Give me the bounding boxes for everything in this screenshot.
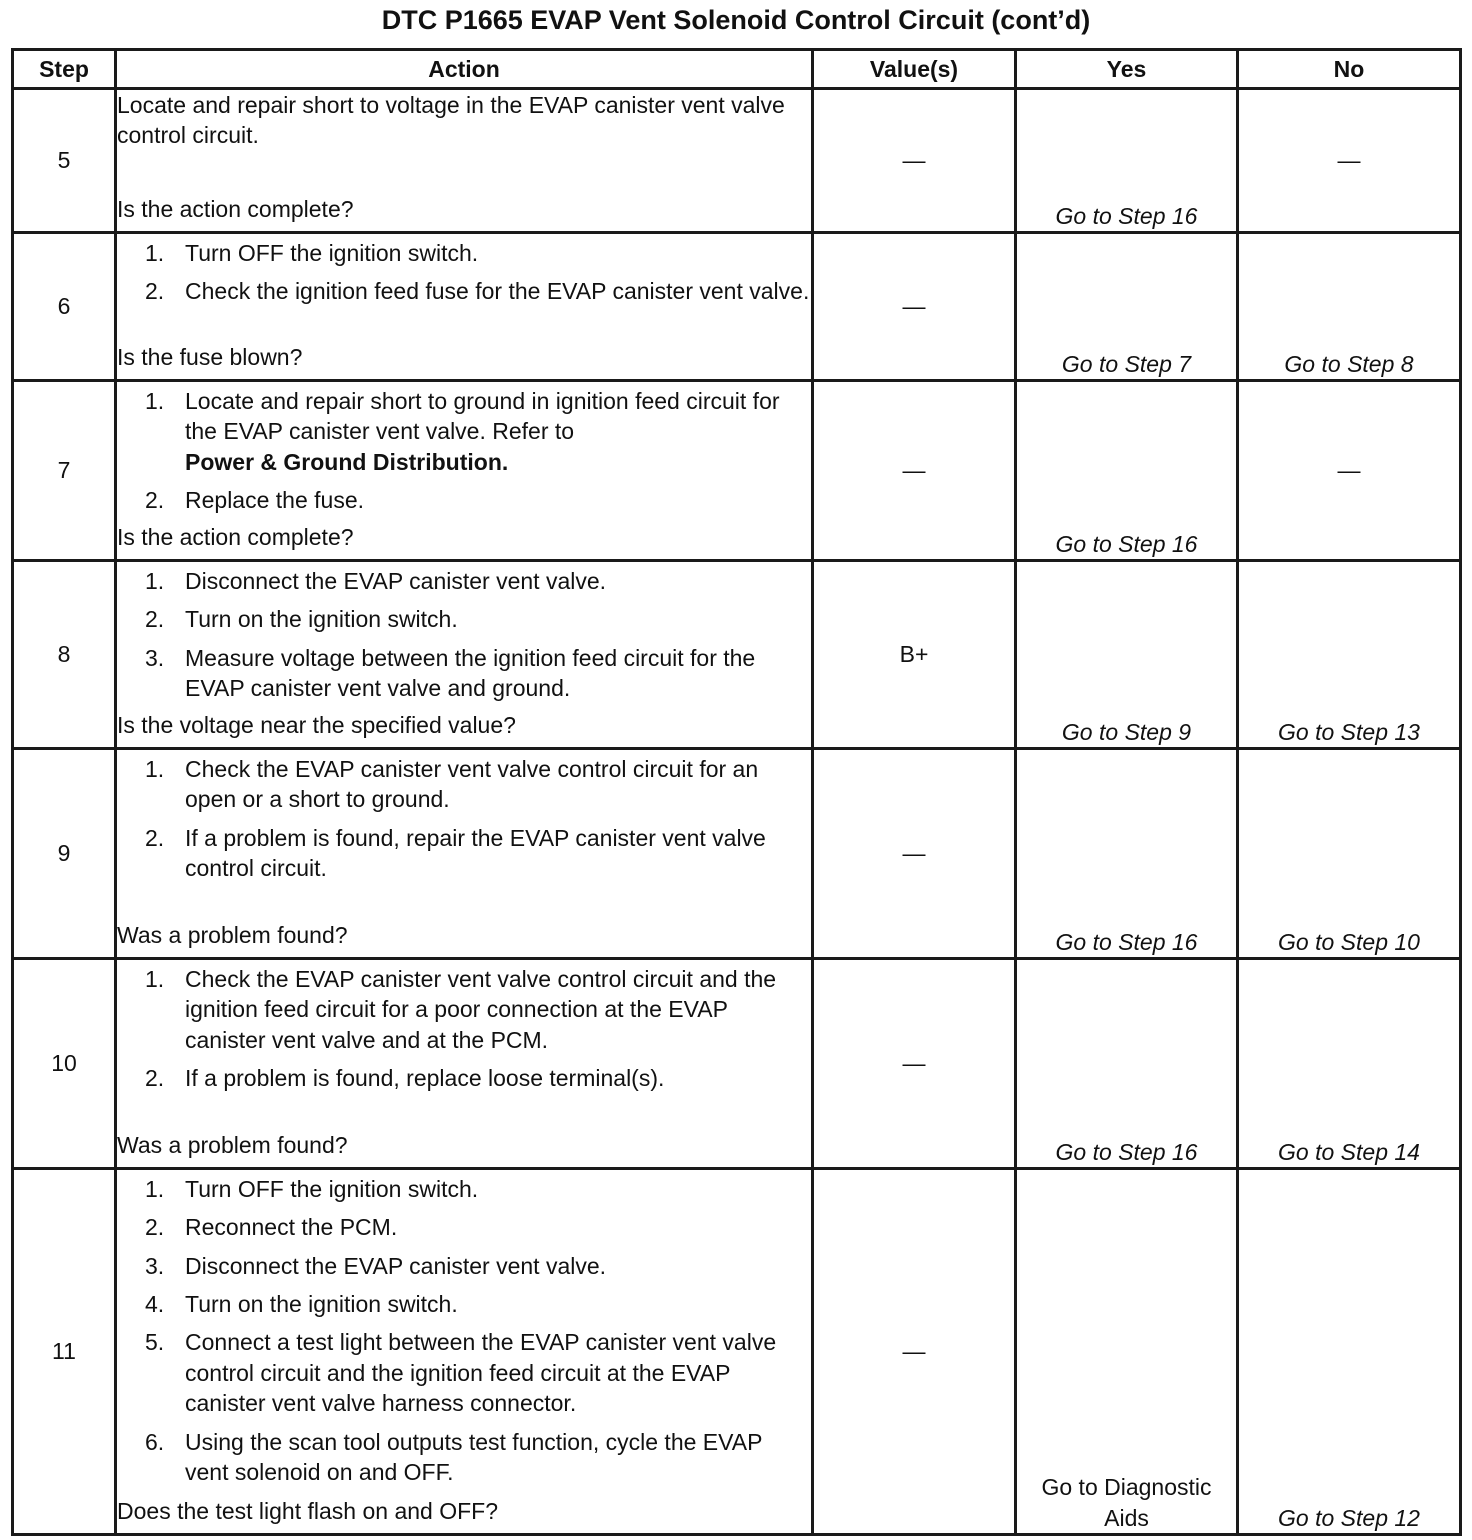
header-step: Step: [13, 50, 116, 89]
value-cell: —: [813, 1169, 1016, 1535]
header-yes: Yes: [1016, 50, 1238, 89]
question-text: Is the action complete?: [117, 195, 354, 222]
step-number: 9: [13, 749, 116, 959]
yes-cell: Go to Step 9: [1016, 561, 1238, 749]
list-item: 2. Turn on the ignition switch.: [145, 606, 458, 633]
no-cell: Go to Step 13: [1238, 561, 1461, 749]
question-text: Is the voltage near the specified value?: [117, 711, 516, 738]
list-item: 1. Turn OFF the ignition switch.: [145, 1176, 479, 1202]
action-cell: [116, 749, 813, 959]
value-cell: B+: [813, 561, 1016, 749]
table-row: [13, 1169, 1461, 1535]
table-row: [13, 381, 1461, 561]
question-text: Is the fuse blown?: [117, 343, 303, 370]
list-item: 2. If a problem is found, repair the EVAP canister vent valve control circuit.: [145, 824, 766, 882]
yes-cell: Go to Step 16: [1016, 959, 1238, 1169]
list-item: 4. Turn on the ignition switch.: [145, 1291, 458, 1318]
list-item: 2. Check the ignition feed fuse for the EVAP canister vent valve.: [145, 278, 810, 305]
header-no: No: [1238, 50, 1461, 89]
no-cell: Go to Step 12: [1238, 1169, 1461, 1535]
step-number: 10: [13, 959, 116, 1169]
step-number: 6: [13, 233, 116, 381]
list-item: 5. Connect a test light between the EVAP canister vent valve control circuit and the ignition feed circuit at the EVAP canister vent valve harness connector.: [145, 1329, 777, 1417]
action-cell: [116, 381, 813, 561]
diagnostic-table: [11, 48, 1462, 1536]
step-number: 7: [13, 381, 116, 561]
question-text: Is the action complete?: [117, 523, 354, 550]
list-item: 2. Reconnect the PCM.: [145, 1214, 398, 1241]
no-cell: —: [1238, 89, 1461, 233]
list-item: 1. Turn OFF the ignition switch.: [145, 240, 479, 266]
step-number: 8: [13, 561, 116, 749]
list-item: 2. Replace the fuse.: [145, 487, 365, 514]
yes-cell: Go to Step 16: [1016, 89, 1238, 233]
table-row: [13, 89, 1461, 233]
table-row: [13, 233, 1461, 381]
table-row: [13, 749, 1461, 959]
question-text: Was a problem found?: [117, 1131, 348, 1158]
no-cell: Go to Step 8: [1238, 233, 1461, 381]
no-cell: Go to Step 14: [1238, 959, 1461, 1169]
action-cell: [116, 561, 813, 749]
yes-cell: Go to Step 16: [1016, 381, 1238, 561]
value-cell: —: [813, 959, 1016, 1169]
page-title: DTC P1665 EVAP Vent Solenoid Control Circuit (cont’d): [381, 5, 1091, 35]
action-cell: [116, 1169, 813, 1535]
list-item: 1. Locate and repair short to ground in ignition feed circuit for the EVAP canister vent valve. Refer to Power & Ground Distribution.: [145, 388, 780, 475]
question-text: Does the test light flash on and OFF?: [117, 1497, 498, 1524]
yes-cell: Go to Step 16: [1016, 749, 1238, 959]
action-cell: [116, 89, 813, 233]
yes-cell: Go to Diagnostic Aids: [1016, 1169, 1238, 1535]
header-action: Action: [116, 50, 813, 89]
no-cell: Go to Step 10: [1238, 749, 1461, 959]
header-values: Value(s): [813, 50, 1016, 89]
question-text: Was a problem found?: [117, 921, 348, 948]
table-row: [13, 959, 1461, 1169]
action-text: Locate and repair short to voltage in the EVAP canister vent valve control circuit.: [117, 92, 785, 149]
list-item: 2. If a problem is found, replace loose terminal(s).: [145, 1065, 665, 1092]
action-cell: [116, 959, 813, 1169]
value-cell: —: [813, 89, 1016, 233]
yes-cell: Go to Step 7: [1016, 233, 1238, 381]
no-cell: —: [1238, 381, 1461, 561]
list-item: 3. Measure voltage between the ignition feed circuit for the EVAP canister vent valve and ground.: [145, 644, 756, 702]
list-item: 1. Check the EVAP canister vent valve control circuit and the ignition feed circuit for a poor connection at the EVAP canister vent valve and at the PCM.: [145, 966, 777, 1053]
value-cell: —: [813, 381, 1016, 561]
header-row: [13, 50, 1461, 89]
list-item: 6. Using the scan tool outputs test function, cycle the EVAP vent solenoid on and OFF.: [145, 1428, 763, 1485]
step-number: 11: [13, 1169, 116, 1535]
list-item: 1. Check the EVAP canister vent valve control circuit for an open or a short to ground.: [145, 756, 759, 813]
value-cell: —: [813, 233, 1016, 381]
list-item: 1. Disconnect the EVAP canister vent valve.: [145, 568, 607, 594]
step-number: 5: [13, 89, 116, 233]
action-cell: [116, 233, 813, 381]
table-row: [13, 561, 1461, 749]
list-item: 3. Disconnect the EVAP canister vent valve.: [145, 1252, 607, 1279]
value-cell: —: [813, 749, 1016, 959]
reference-link[interactable]: Power & Ground Distribution.: [185, 448, 509, 475]
